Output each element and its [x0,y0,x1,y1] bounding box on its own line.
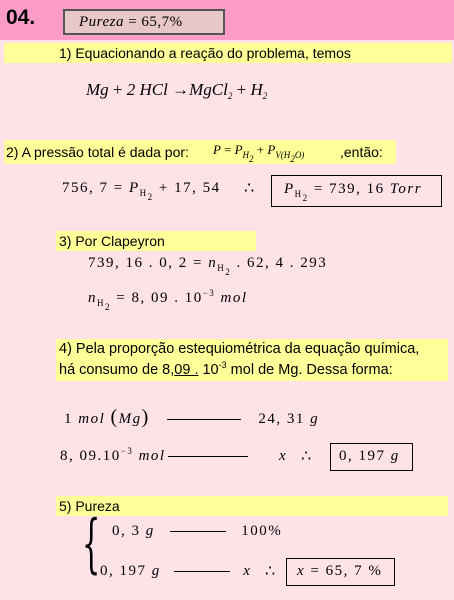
reactant-mg: Mg [86,80,109,99]
step5-title: 5) Pureza [59,498,120,514]
purity-row1 [112,523,282,540]
product-h2 [250,80,267,99]
proportion-row2 [60,448,250,465]
exponent: -3 [218,360,227,370]
text: mol de Mg. Dessa forma: [226,362,393,378]
equals: = [223,142,232,157]
exponent: −3 [202,288,216,298]
sub-h: H [242,150,250,160]
subscript: 2 [262,91,268,101]
dash-line [170,531,226,532]
calc-right: + 17, 54 [158,180,221,196]
paren: ( [110,406,119,428]
moles-value: = 8, 09 . 10 [116,290,203,306]
step4-line1: 4) Pela proporção estequiométrica da equação química, [59,341,420,357]
text: 10 [198,362,219,378]
sub-h: H [139,188,148,198]
calc-left: 756, 7 = [62,180,124,196]
purity-value: = 65, 7 % [310,563,383,579]
var-ph2: P [284,181,295,197]
text: há consumo de 8, [59,362,175,378]
row-left: 8, 09.10 [60,448,121,464]
sub-2: 2 [105,302,111,312]
subscript: 2 [227,91,233,101]
brace: { [82,507,101,581]
product-mgcl-text: MgCl [189,80,228,99]
sub-2: 2 [302,193,309,203]
var-nh2: n [88,290,97,306]
var-x: x [279,448,288,464]
therefore-symbol: ∴ [244,180,255,197]
partial-pressure-result-box [271,175,442,207]
sub-2: 2 [147,192,154,202]
step2-title: 2) A pressão total é dada por: [6,144,189,160]
unit: g [151,563,161,579]
var-nh2: n [208,255,218,271]
pressure-formula [213,142,305,164]
mass-value: 0, 197 [339,448,386,464]
row-left: 0, 197 [100,563,147,579]
step4-line2 [59,360,393,380]
plus-sign: + [256,142,265,157]
plus-sign: + [112,80,123,99]
pureza-label: Pureza [79,14,124,30]
pureza-value: = 65,7% [128,14,183,30]
therefore-symbol: ∴ [265,563,276,580]
product-mgcl2 [189,80,232,99]
dash-line [168,456,248,457]
row-right: 100% [241,523,283,539]
question-number: 04. [6,6,36,29]
var-pv: P [267,142,276,157]
mg: Mg [118,411,142,427]
var-x: x [297,563,306,579]
sub-h: H [97,298,105,308]
product-h-text: H [250,80,263,99]
reaction-equation [86,80,267,100]
row-left: 0, 3 [112,523,141,539]
clapeyron-right: . 62, 4 . 293 [236,255,328,271]
moles-result [88,288,248,312]
step2-title-end: ,então: [340,144,383,160]
sub-2: 2 [249,154,254,164]
sub-v: V(H [275,150,291,160]
row-left: 1 [64,411,73,427]
moles-unit: mol [220,290,248,306]
var-p: P [213,142,221,157]
sub-h: H [217,263,226,273]
pureza-result-box [63,9,225,35]
step1-title: 1) Equacionando a reação do problema, temos [59,45,351,61]
var-ph2: P [234,142,243,157]
plus-sign: + [236,80,247,99]
purity-result-box [286,558,395,586]
var-ph2: P [128,180,140,196]
underlined-text: 09 . [174,362,199,378]
pressure-calc [62,180,221,202]
exponent: −3 [120,446,134,456]
mass-result-box [330,443,413,471]
paren: ) [141,406,150,428]
therefore-symbol: ∴ [301,448,312,465]
unit: g [310,411,320,427]
unit: g [145,523,155,539]
result-unit: Torr [389,181,423,197]
step3-title: 3) Por Clapeyron [59,233,165,249]
dash-line [174,571,230,572]
sub-2: 2 [290,154,295,164]
unit: g [390,448,400,464]
purity-row2 [100,563,251,580]
result-value: = 739, 16 [313,181,385,197]
proportion-row1 [64,406,319,429]
reaction-arrow: → [172,80,190,99]
clapeyron-eq [88,255,328,277]
reactant-hcl: 2 HCl [126,80,168,99]
unit: mol [78,411,106,427]
sub-h: H [294,189,303,199]
sub-o: O) [294,150,305,160]
sub-2: 2 [225,267,232,277]
var-x: x [243,563,252,579]
row-right: 24, 31 [258,411,305,427]
dash-line [167,419,241,420]
unit: mol [138,448,166,464]
clapeyron-left: 739, 16 . 0, 2 = [88,255,203,271]
